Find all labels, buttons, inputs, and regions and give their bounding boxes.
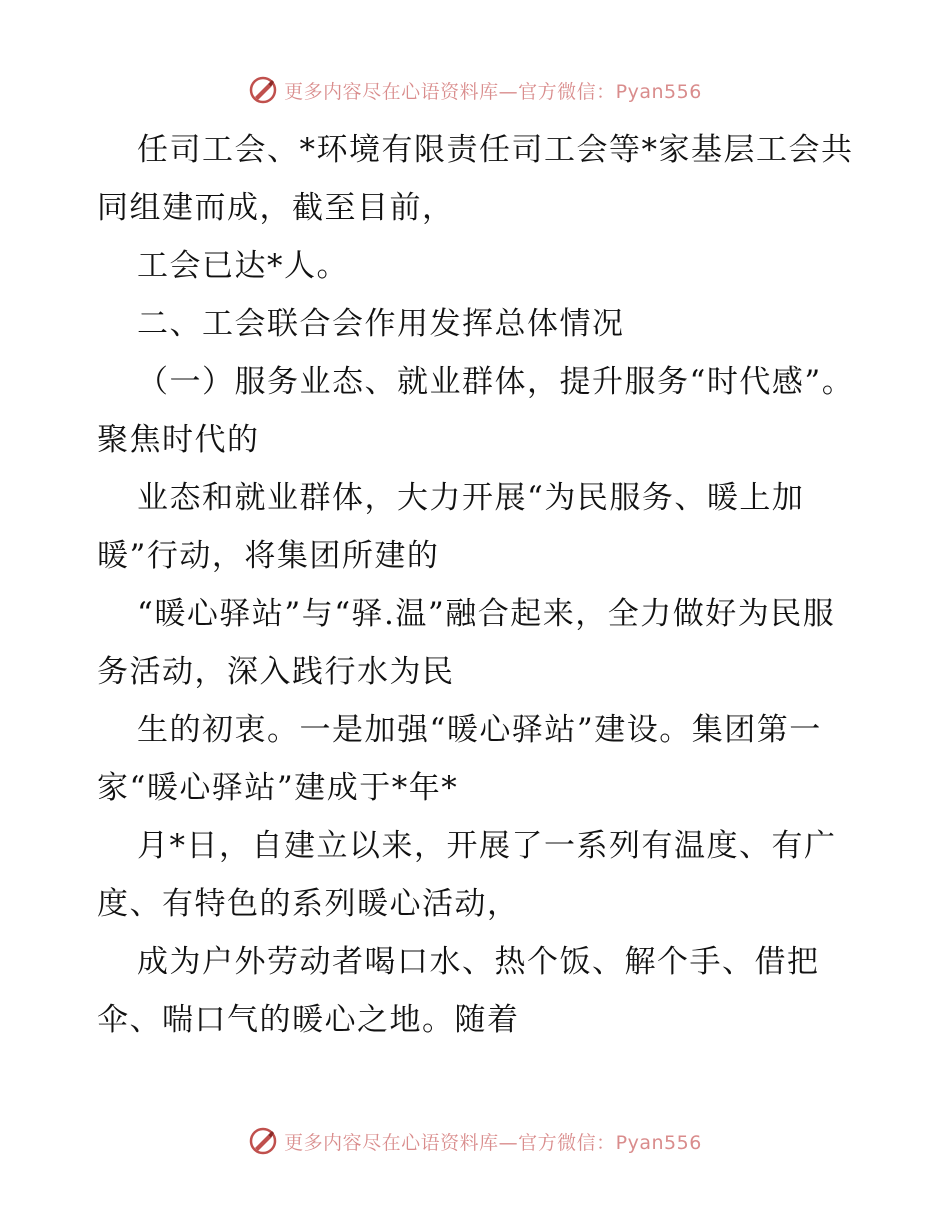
watermark-text: 更多内容尽在心语资料库—官方微信：Pyan556: [284, 1131, 702, 1154]
document-body: [97, 121, 857, 1049]
pen-logo-icon: [248, 75, 278, 105]
section-heading: 二、工会联合会作用发挥总体情况: [137, 306, 625, 342]
paragraph: （一）服务业态、就业群体，提升服务“时代感”。聚焦时代的: [97, 364, 855, 458]
footer-watermark-banner: [0, 1121, 950, 1161]
header-watermark-banner: [0, 70, 950, 110]
paragraph: 任司工会、*环境有限责任司工会等*家基层工会共同组建而成，截至目前，: [97, 132, 854, 226]
paragraph: 月*日，自建立以来，开展了一系列有温度、有广度、有特色的系列暖心活动，: [97, 828, 837, 922]
paragraph: 成为户外劳动者喝口水、热个饭、解个手、借把伞、喘口气的暖心之地。随着: [97, 944, 820, 1038]
watermark-text: 更多内容尽在心语资料库—官方微信：Pyan556: [284, 80, 702, 103]
paragraph: 业态和就业群体，大力开展“为民服务、暖上加暖”行动，将集团所建的: [97, 480, 805, 574]
paragraph: 工会已达*人。: [137, 248, 349, 284]
pen-logo-icon: [248, 1126, 278, 1156]
paragraph: “暖心驿站”与“驿.温”融合起来，全力做好为民服务活动，深入践行水为民: [97, 596, 836, 690]
paragraph: 生的初衷。一是加强“暖心驿站”建设。集团第一家“暖心驿站”建成于*年*: [97, 712, 822, 806]
